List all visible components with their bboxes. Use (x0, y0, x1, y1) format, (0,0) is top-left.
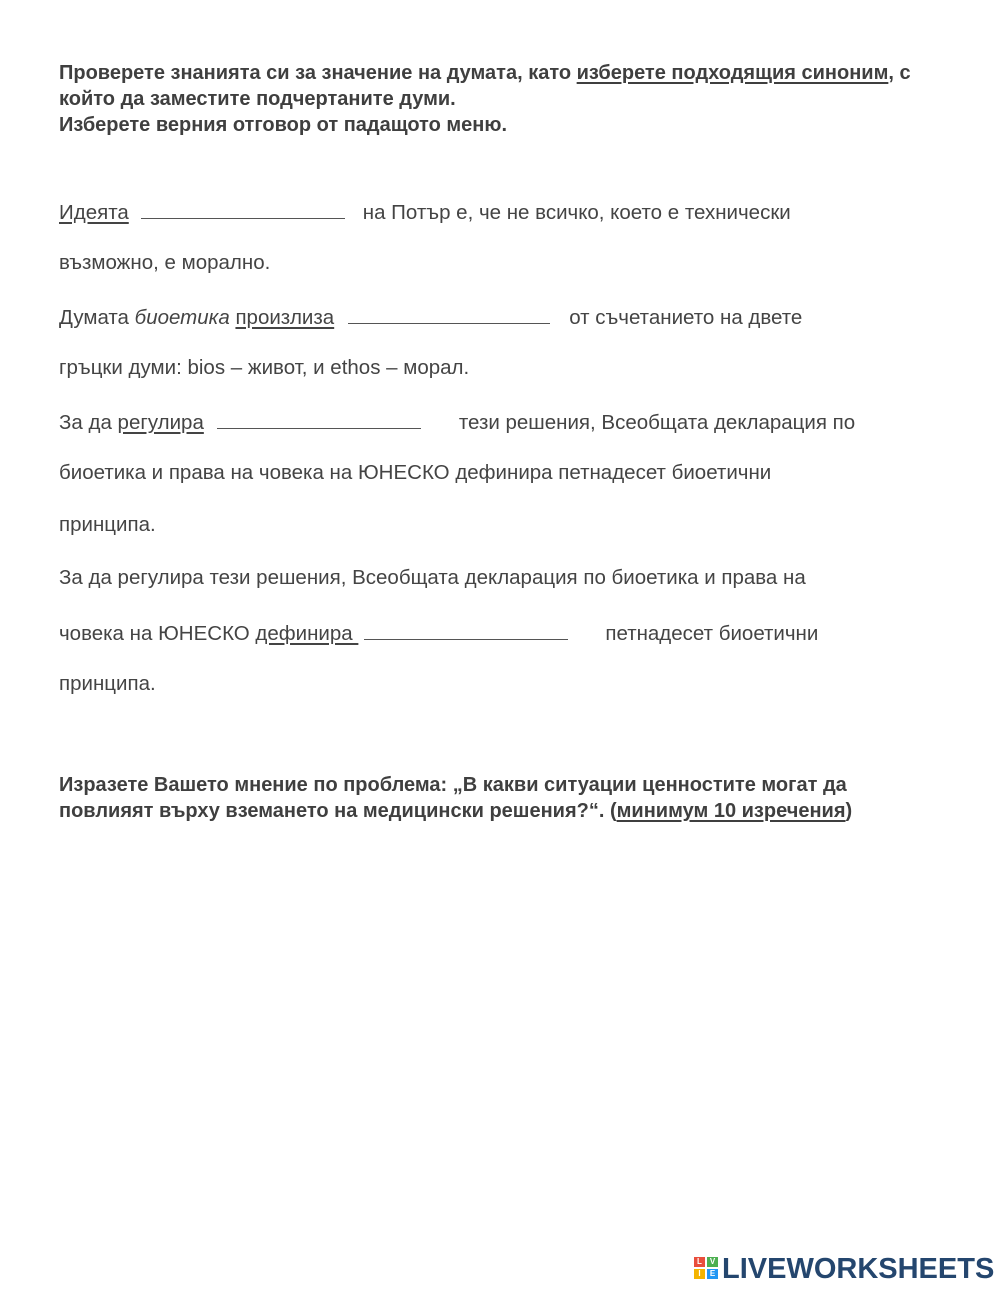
sentence-4-cont: принципа. (59, 672, 156, 695)
underlined-word-definira: дефинира (255, 622, 359, 645)
underlined-word-regulira: регулира (117, 411, 204, 434)
sentence-2-italic: биоетика (134, 306, 230, 329)
logo-tile: I (694, 1269, 705, 1279)
sentence-2-text: от съчетанието на двете (569, 306, 803, 329)
underlined-word-proizliza: произлиза (235, 306, 335, 329)
sentence-3-text: тези решения, Всеобщата декларация по (458, 411, 856, 434)
answer-dropdown-2[interactable] (348, 303, 550, 324)
logo-tile: E (707, 1269, 718, 1279)
sentence-3-cont-2: принципа. (59, 513, 156, 536)
opinion-prompt (59, 772, 939, 824)
logo-icon (693, 1256, 719, 1282)
sentence-2 (59, 303, 802, 330)
sentence-2-before: Думата (59, 306, 135, 329)
opinion-minimum: минимум 10 изречения (616, 800, 846, 822)
answer-dropdown-1[interactable] (141, 198, 345, 219)
sentence-1 (59, 198, 791, 225)
logo-text: LIVEWORKSHEETS (722, 1252, 995, 1285)
sentence-4 (59, 619, 818, 646)
sentence-3-before: За да (59, 411, 118, 434)
sentence-4-before: човека на ЮНЕСКО (59, 622, 256, 645)
instructions-synonym: изберете подходящия синоним (576, 62, 889, 84)
instructions-text-2: , с който да заместите подчертаните думи. (59, 62, 911, 110)
sentence-1-cont: възможно, е морално. (59, 251, 271, 274)
sentence-3 (59, 408, 855, 435)
sentence-1-text: на Потър е, че не всичко, което е технически (362, 201, 791, 224)
answer-dropdown-3[interactable] (217, 408, 421, 429)
sentence-3-cont-1: биоетика и права на човека на ЮНЕСКО дефинира петнадесет биоетични (59, 461, 772, 484)
sentence-4-line-1: За да регулира тези решения, Всеобщата декларация по биоетика и права на (59, 566, 806, 589)
opinion-close: ) (845, 800, 853, 822)
logo-tile: L (694, 1257, 705, 1267)
answer-dropdown-4[interactable] (364, 619, 568, 640)
underlined-word-ideyata: Идеята (59, 201, 129, 224)
instructions (59, 60, 939, 138)
sentence-2-cont: гръцки думи: bios – живот, и ethos – морал. (59, 356, 470, 379)
instructions-dropdown-hint: Изберете верния отговор от падащото меню. (59, 114, 507, 136)
instructions-text: Проверете знанията си за значение на думата, като (59, 62, 577, 84)
logo-tile: V (707, 1257, 718, 1267)
sentence-4-text: петнадесет биоетични (605, 622, 819, 645)
opinion-text: Изразете Вашето мнение по проблема: „В какви ситуации ценностите могат да повлияят върху вземането на медицински решения?“. ( (59, 774, 847, 822)
liveworksheets-logo (693, 1252, 994, 1286)
